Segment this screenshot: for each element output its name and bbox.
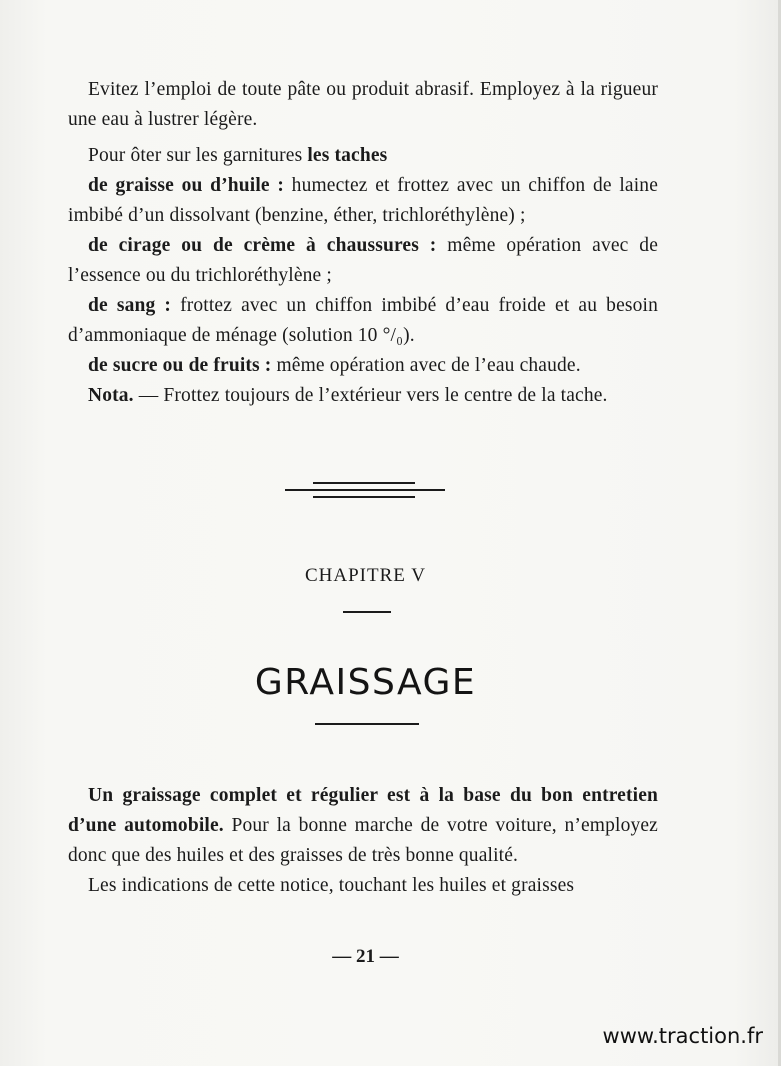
sugar-heading: de sucre ou de fruits : — [88, 355, 272, 376]
title-rule — [315, 723, 419, 725]
nota-text: — Frottez toujours de l’extérieur vers le centre de la tache. — [133, 385, 608, 406]
chapter-label: CHAPITRE V — [304, 565, 427, 586]
paragraph-indications — [68, 871, 658, 901]
grease-heading: de graisse ou d’huile : — [88, 175, 285, 196]
paragraph-abrasive-text: Evitez l’emploi de toute pâte ou produit abrasif. Employez à la rigueur une eau à lustrer légère. — [68, 79, 658, 130]
sugar-text: même opération avec de l’eau chaude. — [271, 355, 581, 376]
paragraph-sugar — [68, 351, 658, 381]
paragraph-lubrication — [68, 781, 658, 871]
stains-intro-text: Pour ôter sur les garnitures — [88, 145, 308, 166]
polish-text: même opération avec de l’essence ou du trichloréthylène ; — [68, 235, 658, 286]
paragraph-blood — [68, 291, 658, 351]
section-divider-ornament — [285, 480, 445, 502]
polish-heading: de cirage ou de crème à chaussures : — [88, 235, 437, 256]
indications-text: Les indications de cette notice, touchant les huiles et graisses — [88, 875, 575, 896]
nota-heading: Nota. — [88, 385, 134, 406]
paragraph-grease — [68, 171, 658, 231]
lubrication-bold: Un graissage complet et régulier est à la base du bon entretien d’une automobile. — [68, 785, 658, 836]
blood-heading: de sang : — [88, 295, 172, 316]
paragraph-polish — [68, 231, 658, 291]
site-watermark: www.traction.fr — [602, 1024, 763, 1048]
cleaning-instructions — [68, 75, 658, 411]
lubrication-intro — [68, 781, 658, 901]
blood-text: frottez avec un chiffon imbibé d’eau froide et au besoin d’ammoniaque de ménage (solution 10 °/₀). — [68, 295, 658, 346]
page-number: — 21 — — [332, 946, 399, 967]
chapter-title: GRAISSAGE — [254, 662, 477, 703]
paragraph-stains-intro — [68, 141, 658, 171]
stains-intro-bold: les taches — [307, 145, 388, 166]
paragraph-abrasive — [68, 75, 658, 135]
paragraph-nota — [68, 381, 658, 411]
chapter-rule — [343, 611, 391, 613]
lubrication-text: Pour la bonne marche de votre voiture, n’employez donc que des huiles et des graisses de très bonne qualité. — [68, 815, 658, 866]
grease-text: humectez et frottez avec un chiffon de laine imbibé d’un dissolvant (benzine, éther, trichloréthylène) ; — [68, 175, 658, 226]
